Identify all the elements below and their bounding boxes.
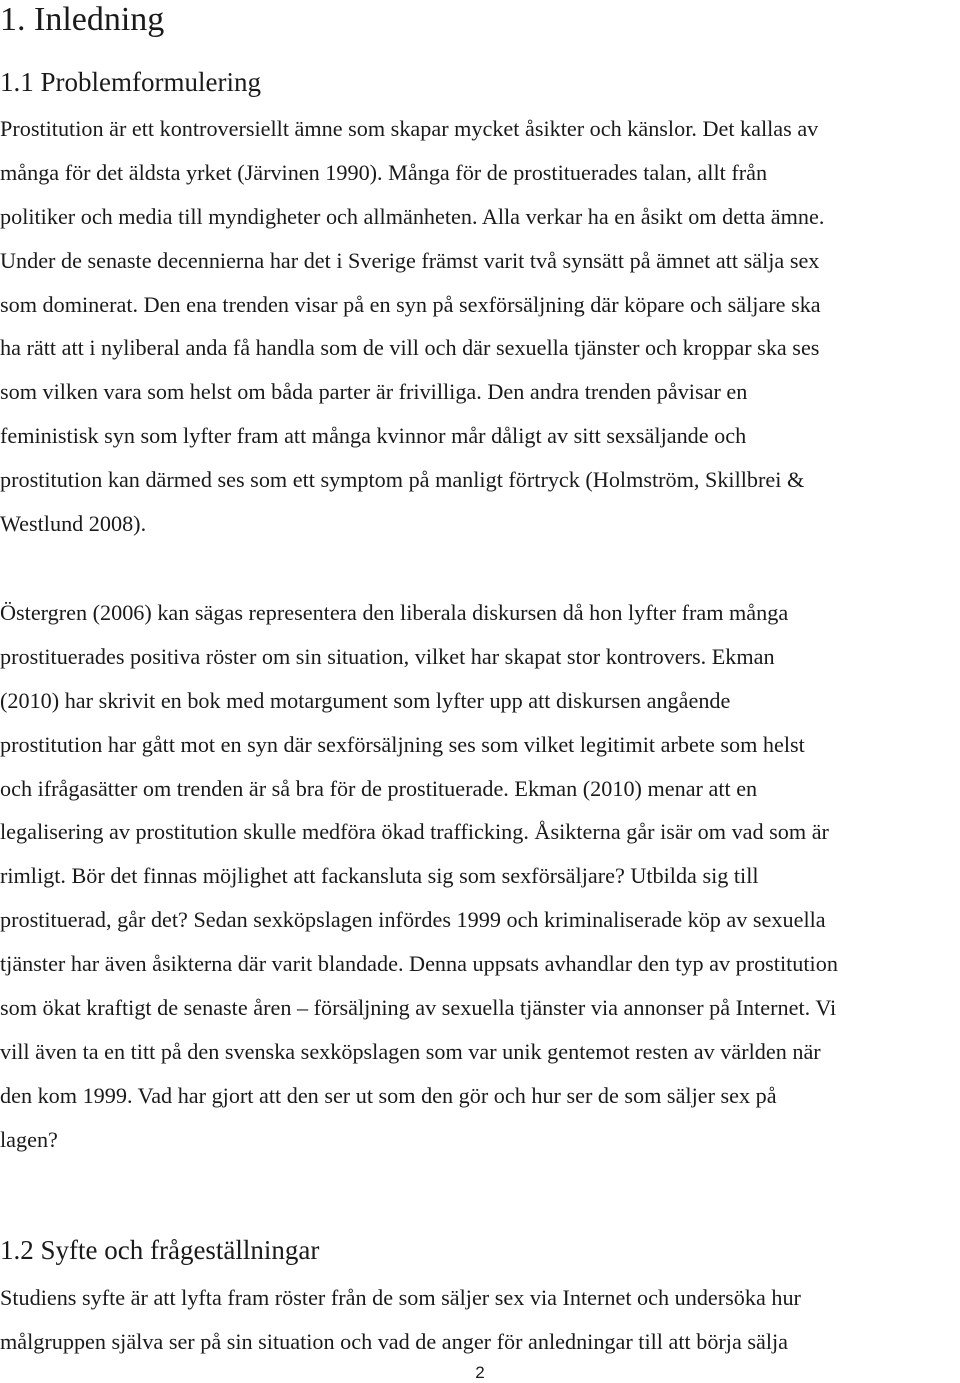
text-line: ha rätt att i nyliberal anda få handla som de vill och där sexuella tjänster och kroppar ska ses xyxy=(0,335,820,361)
section-heading-syfte: 1.2 Syfte och frågeställningar xyxy=(0,1235,320,1265)
text-line: och ifrågasätter om trenden är så bra för de prostituerade. Ekman (2010) menar att en xyxy=(0,775,758,801)
page-number: 2 xyxy=(475,1363,485,1382)
paragraph-3 xyxy=(0,1276,960,1364)
text-line: (2010) har skrivit en bok med motargument som lyfter upp att diskursen angående xyxy=(0,687,731,713)
text-line: politiker och media till myndigheter och allmänheten. Alla verkar ha en åsikt om detta ämne. xyxy=(0,203,825,229)
section-heading-problemformulering: 1.1 Problemformulering xyxy=(0,67,261,97)
text-line: legalisering av prostitution skulle medföra ökad trafficking. Åsikterna går isär om vad som är xyxy=(0,819,829,845)
text-line: rimligt. Bör det finnas möjlighet att fackansluta sig som sexförsäljare? Utbilda sig till xyxy=(0,863,759,889)
chapter-heading: 1. Inledning xyxy=(0,1,165,38)
text-line: den kom 1999. Vad har gjort att den ser ut som den gör och hur ser de som säljer sex på xyxy=(0,1082,777,1108)
paragraph-1 xyxy=(0,107,960,546)
text-line: Studiens syfte är att lyfta fram röster från de som säljer sex via Internet och undersöka hur xyxy=(0,1285,801,1310)
text-line: Östergren (2006) kan sägas representera den liberala diskursen då hon lyfter fram många xyxy=(0,600,789,625)
text-line: vill även ta en titt på den svenska sexköpslagen som var unik gentemot resten av världen när xyxy=(0,1038,821,1064)
text-line: feministisk syn som lyfter fram att många kvinnor mår dåligt av sitt sexsäljande och xyxy=(0,423,747,449)
text-line: Under de senaste decennierna har det i Sverige främst varit två synsätt på ämnet att sälja sex xyxy=(0,247,820,273)
text-line: prostituerades positiva röster om sin situation, vilket har skapat stor kontrovers. Ekman xyxy=(0,643,775,669)
text-line: prostitution har gått mot en syn där sexförsäljning ses som vilket legitimit arbete som helst xyxy=(0,731,805,757)
text-line: Prostitution är ett kontroversiellt ämne som skapar mycket åsikter och känslor. Det kallas av xyxy=(0,116,819,141)
text-line: som dominerat. Den ena trenden visar på en syn på sexförsäljning där köpare och säljare ska xyxy=(0,291,821,317)
text-line: målgruppen själva ser på sin situation och vad de anger för anledningar till att börja sälja xyxy=(0,1328,789,1354)
text-line: prostituerad, går det? Sedan sexköpslagen infördes 1999 och kriminaliserade köp av sexuella xyxy=(0,907,826,933)
text-line: många för det äldsta yrket (Järvinen 1990). Många för de prostituerades talan, allt från xyxy=(0,159,768,185)
text-line: lagen? xyxy=(0,1126,58,1152)
text-line: Westlund 2008). xyxy=(0,511,147,537)
text-line: som vilken vara som helst om båda parter är frivilliga. Den andra trenden påvisar en xyxy=(0,379,748,405)
paragraph-2 xyxy=(0,591,960,1162)
text-line: tjänster har även åsikterna där varit blandade. Denna uppsats avhandlar den typ av prostitution xyxy=(0,951,838,977)
text-line: prostitution kan därmed ses som ett symptom på manligt förtryck (Holmström, Skillbrei & xyxy=(0,467,805,493)
text-line: som ökat kraftigt de senaste åren – försäljning av sexuella tjänster via annonser på Internet. Vi xyxy=(0,995,837,1021)
